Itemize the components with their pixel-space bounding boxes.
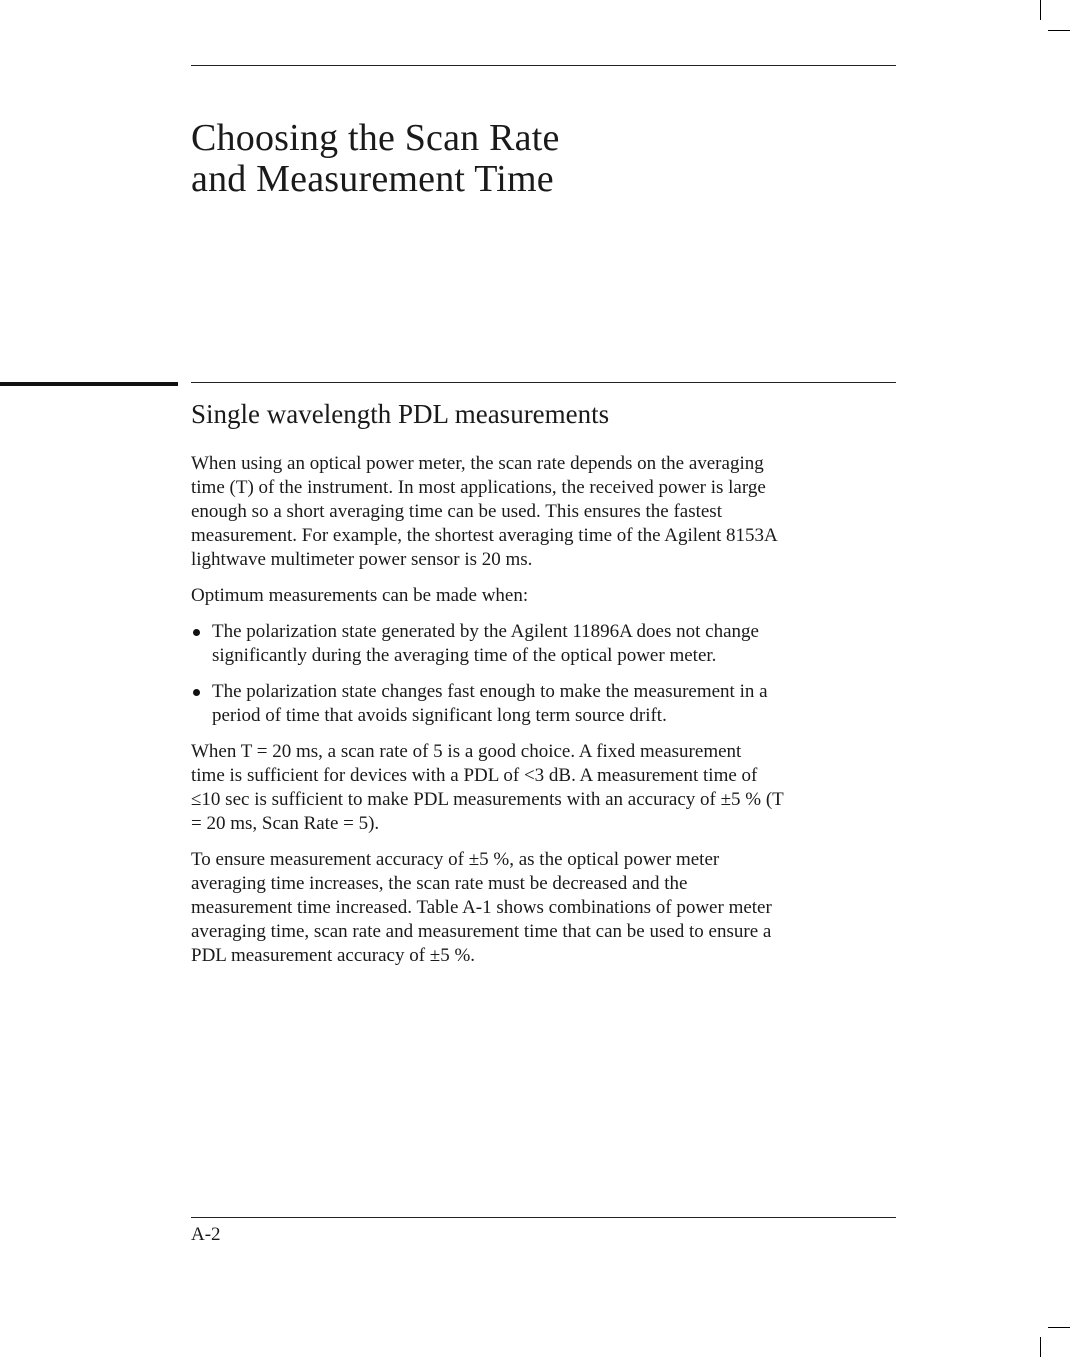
chapter-title: [191, 118, 560, 200]
text-line: When using an optical power meter, the scan rate depends on the averaging: [191, 453, 764, 474]
bullet-icon: [193, 629, 200, 636]
paragraph-optimum-intro: [191, 584, 903, 608]
text-line: enough so a short averaging time can be used. This ensures the fastest: [191, 501, 722, 522]
paragraph-averaging-time: [191, 452, 903, 572]
page-number: A-2: [191, 1224, 221, 1245]
bullet-icon: [193, 689, 200, 696]
text-line: measurement. For example, the shortest averaging time of the Agilent 8153A: [191, 525, 778, 546]
footer-rule: [191, 1217, 896, 1218]
text-line: To ensure measurement accuracy of ±5 %, as the optical power meter: [191, 849, 720, 870]
text-line: averaging time increases, the scan rate must be decreased and the: [191, 873, 688, 894]
text-line: The polarization state generated by the Agilent 11896A does not change: [212, 621, 759, 642]
text-line: period of time that avoids significant long term source drift.: [212, 705, 667, 726]
text-line: time is sufficient for devices with a PDL of <3 dB. A measurement time of: [191, 765, 758, 786]
section-title: Single wavelength PDL measurements: [191, 399, 610, 429]
chapter-title-line-2: and Measurement Time: [191, 158, 554, 200]
crop-mark-top-horizontal: [1048, 30, 1070, 31]
text-line: PDL measurement accuracy of ±5 %.: [191, 945, 476, 966]
text-line: significantly during the averaging time of the optical power meter.: [212, 645, 717, 666]
text-line: lightwave multimeter power sensor is 20 ms.: [191, 549, 533, 570]
text-line: ≤10 sec is sufficient to make PDL measurements with an accuracy of ±5 % (T: [191, 789, 784, 810]
conditions-list: [191, 620, 903, 728]
crop-mark-bottom-vertical: [1040, 1337, 1041, 1357]
text-line: time (T) of the instrument. In most applications, the received power is large: [191, 477, 766, 498]
text-line: The polarization state changes fast enough to make the measurement in a: [212, 681, 768, 702]
chapter-title-line-1: Choosing the Scan Rate: [191, 117, 560, 159]
body-text: [191, 452, 903, 980]
text-line: measurement time increased. Table A-1 shows combinations of power meter: [191, 897, 772, 918]
list-item: [191, 620, 903, 668]
text-line: averaging time, scan rate and measurement time that can be used to ensure a: [191, 921, 772, 942]
text-line: Optimum measurements can be made when:: [191, 585, 529, 606]
header-rule: [191, 65, 896, 66]
text-line: = 20 ms, Scan Rate = 5).: [191, 813, 380, 834]
paragraph-scan-rate-choice: [191, 740, 903, 836]
crop-mark-top-vertical: [1040, 0, 1041, 20]
paragraph-accuracy: [191, 848, 903, 968]
section-rule: [191, 382, 896, 383]
list-item: [191, 680, 903, 728]
text-line: When T = 20 ms, a scan rate of 5 is a good choice. A fixed measurement: [191, 741, 742, 762]
crop-mark-bottom-horizontal: [1048, 1327, 1070, 1328]
section-marker-bar: [0, 382, 178, 386]
